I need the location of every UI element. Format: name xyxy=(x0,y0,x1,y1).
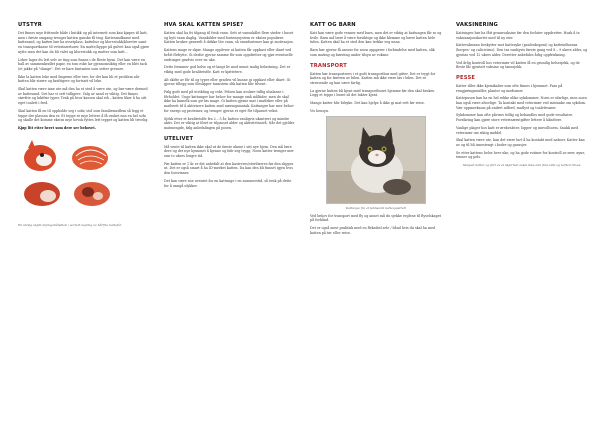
column-katt-og-barn xyxy=(310,22,442,424)
heading-utelivet: UTELIVET xyxy=(164,135,194,142)
paragraph: Før katten er 1 år er det anbefalt at den kastreres/steriliseres før den slippes ut. Det er også smart å ha ID-merket katten. Da kan den bli funnet igjen hvis den forsvinner. xyxy=(164,161,294,176)
cat-organs-icon xyxy=(74,182,110,206)
paragraph: Dette fremmer god helse og et langt liv med minst mulig belastning. Det er viktig med gode kvalitetsfôr. Katt er kjøttetere. xyxy=(164,65,291,74)
cat-skeleton-icon xyxy=(72,146,108,170)
paragraph: Leker lager du lett selv av ting som finnes i de fleste hjem. Det kan være en ball av sammenkrøllet papir, en tom eske lar gjennomsiktig eller en blitt tack (et jakke på "slange". Det er bare fantasien som setter grenser. xyxy=(18,57,148,71)
figure-caption: En rørsig utgitt dyrlegehåndbok / sortert lagring av hårfrie kattefôr xyxy=(18,222,122,227)
paragraph: Katter tåler ikke kjemikalier som ofte finnes i hjemmet. Pass på rengjøringsmidler, planter og medisiner. xyxy=(456,83,563,93)
heading-pesse: PESSE xyxy=(456,74,476,81)
paragraph: Kattungen bør ha fått grunnvaksine før den forlater oppdretter. Husk å ta vaksinasjonskortet med til ny eier. xyxy=(456,31,580,40)
paragraph: Kattens mage er skjør. Mange opplever at katten får oppkast eller diaré ved brått fôrbytte. Gi derfor gjerne samme fôr som oppdretter og gjør eventuelle endringer gradvis over en uke. xyxy=(164,48,293,62)
paragraph: Skal katten få en til oppholde seg i sofa/ stol som familiemedlem så legg et teppe der plassen den er. Et teppe er mye lettere å få vasket enn en hel sofa og skulle det komme ekstra mye hevok fyttes lett teppet og katten bli trivelig. xyxy=(18,108,149,123)
paragraph: Ikke la katten leke med fingrene eller tær, for det kan bli et problem når katten blir større og kraftigere og fortsatt vil leke. xyxy=(18,74,140,84)
heading-transport: TRANSPORT xyxy=(310,62,347,69)
paragraph: Ved årlig kontroll hos veterinær vil katten få en grundig helsesjekk, og de fleste får gjentatt vaksine og tannsjekk. xyxy=(456,60,580,70)
paragraph: Ved behov for transport med fly og annet må du sjekke reglene til flyselskapet på forhånd. xyxy=(310,213,441,223)
heading-katt-og-barn: KATT OG BARN xyxy=(310,22,356,28)
paragraph: Følg godt med på utvikling og vekt. Pelsen kan avsløre tidlig ubalanse i fôrholdet. Unge kattunger har behov for mange små måltider, men de skal ikke ha kumelk som gir løs mage. Gi katten gjerne mat i matleker eller på matbrett til å aktivisere katten med næringsinntak. Kattunger har mer behov for energi og proteiner, og trenger gjerne et eget fôr tilpasset vekst. xyxy=(164,90,294,113)
heading-utstyr: UTSTYR xyxy=(18,22,42,28)
photo-caption: Kattunge fra et lønnsomt katteoppdrett xyxy=(345,206,407,211)
paragraph: Det kan være noe uventet for en kattunge i en sommerstid, så tenk på dette for å unngå ulykker. xyxy=(164,178,292,188)
cat-body-icon xyxy=(24,182,60,206)
paragraph: Katten bør transporteres i et godt transportbur med gitter. Det er trygt for katten og for føreren av bilen. Katten må ikke være løs i bilen. Det er stressende og kan være farlig. xyxy=(310,71,436,85)
paragraph: Katten skal ha fri tilgang til frisk vann. Sett ut vannskålet flere steder i huset og bytt vann daglig. Vannkilder med fontenesystem er ekstra populære. Katten bruker generelt å drikke lite vann, så vannfontener kan gi motivasjon. xyxy=(164,31,294,45)
kitten-image xyxy=(327,117,425,203)
heading-mat: HVA SKAL KATTEN SPISE? xyxy=(164,22,244,28)
paragraph: Se etter kattens helse hver uke, og ha gode rutiner for kontroll av ører, øyne, tenner og pels. xyxy=(456,150,586,160)
kitten-photo xyxy=(326,116,426,204)
paragraph: Kattevaksinen beskytter mot kattesyke (panleukopeni) og katteinfluensa (herpes- og calicivirus). Den tas vanligvis første gang ved 8 – 9 ukers alder, og gjentas ved 12 ukers alder. Deretter anbefales årlig oppfriskning. xyxy=(456,43,588,57)
paragraph: Må vente til katten ikke skal ut de første ukene i sitt nye hjem. Den må lære dere og det nye hjemmet å kjenne og føle seg trygg. Noen katter trenger mer enn to ukers lengre tid. xyxy=(164,144,294,159)
column-utstyr xyxy=(18,22,150,424)
paragraph: Skal katten være inne ute må den ha et sted å være ute, og bør være dermed av kattesand. Det har vi sett tidligere. Valg av sand er viktig. Det finnes støvfrie og luktfrie typer. Tenk på hvor kassen skal stå – katten liker å ha sitt eget toalett i fred. xyxy=(18,87,148,106)
column-vaksinering xyxy=(456,22,588,424)
paragraph: Sjekk etter et kvalitetsfôr fra 2 – 5 år, katten vanligvis ukastrert og mindre aktiv. Det er viktig at fôret er tilpasset alder og aktivitetsnivå. Når det gjelder matmengde, følg anbefalingen på posen. xyxy=(164,116,295,130)
paragraph: Det finnes mye frittende både i butikk og på internett som kan kjøpes til katt, men i første omgang trenger katten ganske få ting. Kattesandkasse med kattesand, og katten bør ha avsetplass, kattebur og klorestokk/kloretre samt en transportkasse til veterinærturer. En matte/hyppe på gulvet kan også gjøre nytte men det kan da bli valet ag klorestokk og matter som katt... xyxy=(18,31,150,54)
column-mat xyxy=(164,22,296,424)
paragraph: Alt skifte av fôr til og typer eller gradvis vil kunne gi oppkast eller diaré. Gi gjerne tillegg som fôrslipper tannstein slik katten blir tilvent. xyxy=(164,77,291,87)
cat-illustration xyxy=(18,138,142,216)
cat-head-icon xyxy=(24,140,56,171)
paragraph: Vis hensyn. xyxy=(310,108,330,113)
bold-paragraph: Kjøp litt etter hvert som dere ser behovet. xyxy=(18,125,96,130)
paragraph: Vanlige plager hos katt er ørekvalster, lopper og innvollsorm. Snakk med veterinær om riktig middel. xyxy=(456,125,579,135)
paragraph: Kattepusen kan ha en hel rekke ulike sykdommer. Noen er ufarlige, men noen kan også være alvorlige. Ta kontakt med veterinær ved mistanke om sykdom. Vær oppmerksom på endret adferd, matlyst og toalettvaner. xyxy=(456,96,587,110)
paragraph: Sykdommer kan ofte påvises tidlig og behandles med gode resultater. Forsikring kan gjøre store veterinærutgifter lettere å håndtere. xyxy=(456,113,573,123)
paragraph: Mange katter blir bilsyke. Det kan hjelpe å ikke gi mat rett før reise. xyxy=(310,101,425,106)
paragraph: Det er også mest praktisk med en fleksibel sele / bånd hvis du skal ha med katten på tur eller reise. xyxy=(310,226,436,235)
heading-vaksinering: VAKSINERING xyxy=(456,22,498,28)
paragraph: Skal katten være ute, kan det være lurt å ha kontakt med naboer. Katter kan av og til bli innestengt i boder og garasjer. xyxy=(456,138,585,147)
closing-caption: Skippet katter og ført av et skjermet eskel ikke den finn-ville og katten trives. xyxy=(462,163,582,168)
paragraph: Barn bør gjerne få ansvar for noen oppgaver i forbindelse med katten, slik som mating og børsting under tilsyn av voksne. xyxy=(310,48,435,57)
paragraph: Katt kan være gode venner med barn, men det er viktig at kattungen får ro og hvile. Barn må lære å være forsiktige og ikke klemme og bære katten hele tiden. Katten skal ha et sted den kan trekke seg unna. xyxy=(310,31,442,45)
paragraph: La gjerne katten bli kjent med transportburet hjemme før den skal brukes. Legg et teppe i buret så det lukter kjent. xyxy=(310,88,436,98)
